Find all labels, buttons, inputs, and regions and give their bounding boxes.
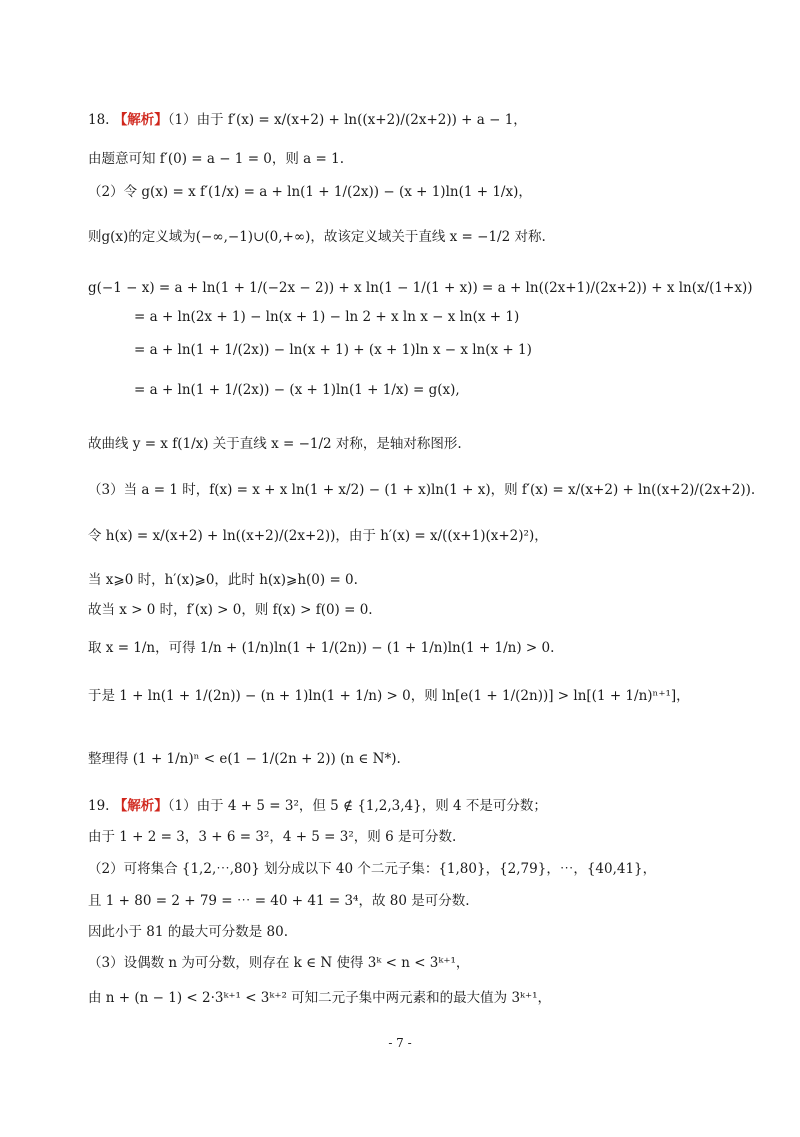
- q18-part3-f-positive: 故当 x > 0 时，f′(x) > 0，则 f(x) > f(0) = 0.: [88, 602, 373, 618]
- q18-part3-substitute: 取 x = 1/n，可得 1/n + (1/n)ln(1 + 1/(2n)) − (1 + 1/n)ln(1 + 1/n) > 0.: [88, 640, 555, 656]
- q19-part3-max-sum: 由 n + (n − 1) < 2·3ᵏ⁺¹ < 3ᵏ⁺² 可知二元子集中两元素和的最大值为 3ᵏ⁺¹，: [88, 990, 551, 1006]
- q18-part1-text: （1）由于 f′(x) = x/(x+2) + ln((x+2)/(2x+2)) + a − 1，: [167, 112, 527, 128]
- q18-heading-line: [88, 112, 527, 129]
- q19-part3-intro: （3）设偶数 n 为可分数，则存在 k ∈ N 使得 3ᵏ < n < 3ᵏ⁺¹，: [88, 955, 470, 971]
- q18-part3-h-monotone: 当 x⩾0 时，h′(x)⩾0，此时 h(x)⩾h(0) = 0.: [88, 572, 358, 588]
- q18-derivation-line-3: = a + ln(1 + 1/(2x)) − ln(x + 1) + (x + 1)ln x − x ln(x + 1): [134, 342, 532, 358]
- q19-analysis-tag: 【解析】: [113, 798, 168, 814]
- q18-analysis-tag: 【解析】: [113, 112, 168, 128]
- q19-part1-text: （1）由于 4 + 5 = 3²，但 5 ∉ {1,2,3,4}，则 4 不是可分数；: [167, 798, 547, 814]
- q18-part2-define-g: （2）令 g(x) = x f′(1/x) = a + ln(1 + 1/(2x)) − (x + 1)ln(1 + 1/x)，: [88, 184, 532, 200]
- q18-derivation-line-1: g(−1 − x) = a + ln(1 + 1/(−2x − 2)) + x ln(1 − 1/(1 + x)) = a + ln((2x+1)/(2x+2)) + x ln(x/(1+x)): [88, 280, 753, 296]
- q18-part3-final: 整理得 (1 + 1/n)ⁿ < e(1 − 1/(2n + 2)) (n ∈ N*).: [88, 751, 401, 767]
- q19-number: 19.: [88, 798, 114, 814]
- q18-part2-domain: 则g(x)的定义域为(−∞,−1)∪(0,+∞)，故该定义域关于直线 x = −1/2 对称.: [88, 229, 546, 245]
- q18-derivation-line-2: = a + ln(2x + 1) − ln(x + 1) − ln 2 + x ln x − x ln(x + 1): [134, 309, 520, 325]
- q18-number: 18.: [88, 112, 114, 128]
- q19-part2-partition: （2）可将集合 {1,2,⋯,80} 划分成以下 40 个二元子集：{1,80}，{2,79}，⋯，{40,41}，: [88, 861, 657, 877]
- page-number: - 7 -: [388, 1036, 412, 1050]
- q18-part3-log-inequality: 于是 1 + ln(1 + 1/(2n)) − (n + 1)ln(1 + 1/n) > 0，则 ln[e(1 + 1/(2n))] > ln[(1 + 1/n)ⁿ⁺¹]，: [88, 688, 690, 704]
- q18-part1-result: 由题意可知 f′(0) = a − 1 = 0，则 a = 1.: [88, 151, 344, 167]
- q19-part1-second: 由于 1 + 2 = 3，3 + 6 = 3²，4 + 5 = 3²，则 6 是可分数.: [88, 829, 457, 845]
- q18-part3-intro: （3）当 a = 1 时，f(x) = x + x ln(1 + x/2) − (1 + x)ln(1 + x)，则 f′(x) = x/(x+2) + ln((x+2)/(2x+2)).: [88, 482, 756, 498]
- q19-heading-line: [88, 798, 547, 815]
- q19-part2-sum: 且 1 + 80 = 2 + 79 = ⋯ = 40 + 41 = 3⁴，故 80 是可分数.: [88, 893, 470, 909]
- q18-derivation-line-4: = a + ln(1 + 1/(2x)) − (x + 1)ln(1 + 1/x) = g(x),: [134, 382, 460, 398]
- q18-part2-conclusion: 故曲线 y = x f(1/x) 关于直线 x = −1/2 对称，是轴对称图形.: [88, 436, 462, 452]
- q19-part2-conclusion: 因此小于 81 的最大可分数是 80.: [88, 924, 289, 940]
- q18-part3-define-h: 令 h(x) = x/(x+2) + ln((x+2)/(2x+2))，由于 h′(x) = x/((x+1)(x+2)²)，: [88, 528, 548, 544]
